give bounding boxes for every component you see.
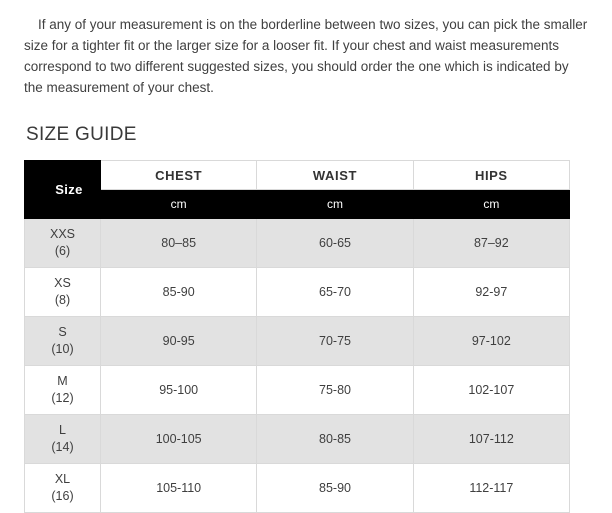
cell-hips: 112-117 bbox=[413, 464, 569, 513]
cell-waist: 80-85 bbox=[257, 415, 413, 464]
cell-size bbox=[25, 268, 101, 317]
cell-size bbox=[25, 219, 101, 268]
size-label: XXS bbox=[49, 227, 75, 241]
cell-waist: 65-70 bbox=[257, 268, 413, 317]
cell-chest: 95-100 bbox=[101, 366, 257, 415]
size-label: M bbox=[57, 374, 68, 388]
header-cell-size: Size bbox=[25, 161, 101, 219]
size-number: (8) bbox=[54, 293, 71, 307]
cell-waist: 70-75 bbox=[257, 317, 413, 366]
cell-size bbox=[25, 317, 101, 366]
header-unit-hips: cm bbox=[413, 190, 569, 219]
table-row bbox=[25, 415, 570, 464]
size-number: (12) bbox=[51, 391, 74, 405]
size-label: XS bbox=[54, 276, 71, 290]
size-number: (6) bbox=[54, 244, 71, 258]
cell-size bbox=[25, 464, 101, 513]
table-body bbox=[25, 219, 570, 513]
cell-chest: 80–85 bbox=[101, 219, 257, 268]
header-row-measures bbox=[25, 161, 570, 190]
table-row bbox=[25, 366, 570, 415]
table-row bbox=[25, 268, 570, 317]
cell-size bbox=[25, 366, 101, 415]
cell-hips: 97-102 bbox=[413, 317, 569, 366]
header-cell-waist: WAIST bbox=[257, 161, 413, 190]
header-cell-hips: HIPS bbox=[413, 161, 569, 190]
cell-hips: 102-107 bbox=[413, 366, 569, 415]
header-cell-chest: CHEST bbox=[101, 161, 257, 190]
header-unit-waist: cm bbox=[257, 190, 413, 219]
table-head bbox=[25, 161, 570, 219]
size-label: XL bbox=[54, 472, 71, 486]
table-row bbox=[25, 317, 570, 366]
size-guide-table bbox=[24, 160, 570, 513]
cell-hips: 107-112 bbox=[413, 415, 569, 464]
size-label: S bbox=[58, 325, 67, 339]
cell-waist: 60-65 bbox=[257, 219, 413, 268]
size-number: (10) bbox=[51, 342, 74, 356]
table-row bbox=[25, 464, 570, 513]
size-number: (16) bbox=[51, 489, 74, 503]
size-label: L bbox=[59, 423, 66, 437]
cell-waist: 75-80 bbox=[257, 366, 413, 415]
cell-size bbox=[25, 415, 101, 464]
table-row bbox=[25, 219, 570, 268]
page-title: SIZE GUIDE bbox=[26, 124, 137, 145]
cell-waist: 85-90 bbox=[257, 464, 413, 513]
intro-text: If any of your measurement is on the borderline between two sizes, you can pick the smaller size for a tighter fit or the larger size for a looser fit. If your chest and waist measurements correspond to two different suggested sizes, you should order the one which is indicated by the measurement of your chest. bbox=[24, 17, 588, 95]
header-unit-chest: cm bbox=[101, 190, 257, 219]
intro-paragraph bbox=[24, 14, 588, 98]
cell-chest: 90-95 bbox=[101, 317, 257, 366]
cell-hips: 87–92 bbox=[413, 219, 569, 268]
cell-chest: 85-90 bbox=[101, 268, 257, 317]
cell-chest: 100-105 bbox=[101, 415, 257, 464]
size-number: (14) bbox=[51, 440, 74, 454]
cell-chest: 105-110 bbox=[101, 464, 257, 513]
header-row-units bbox=[25, 190, 570, 219]
cell-hips: 92-97 bbox=[413, 268, 569, 317]
